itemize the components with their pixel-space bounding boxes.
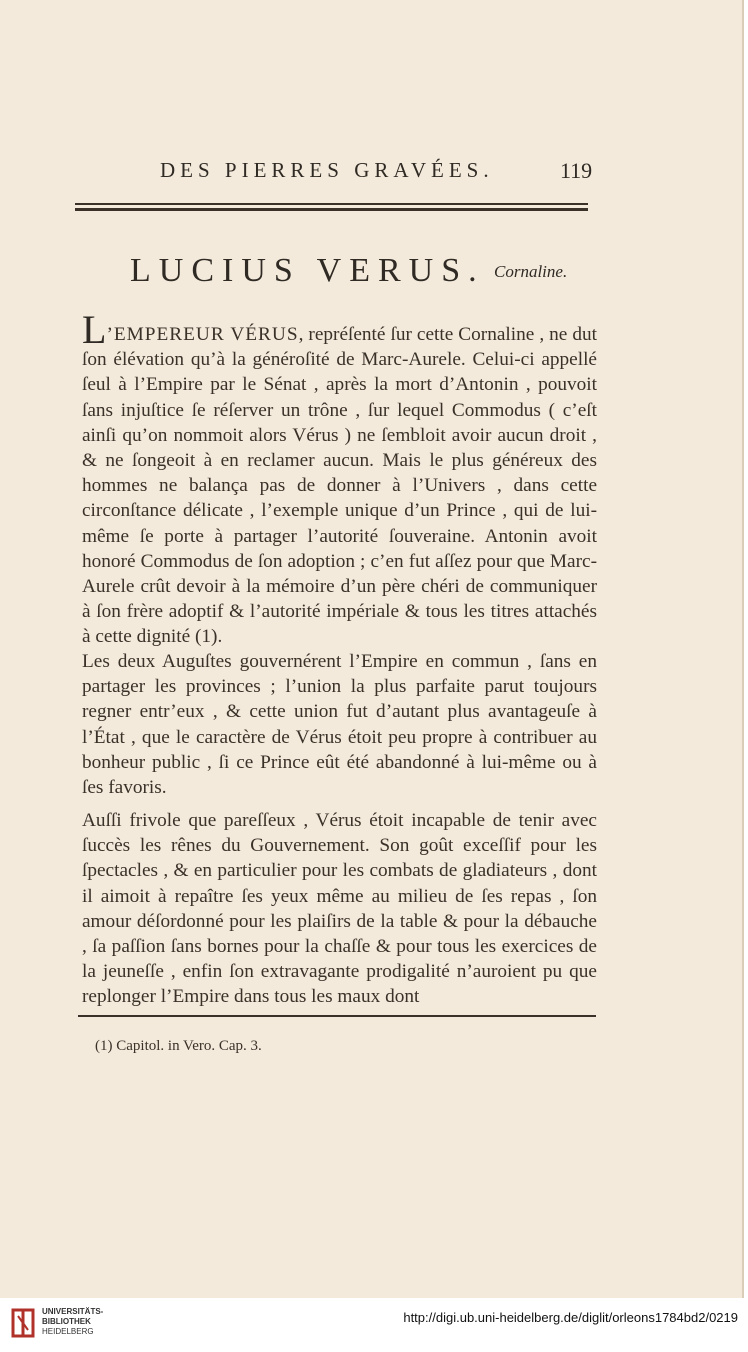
header-rule	[75, 203, 588, 211]
paragraph-1	[82, 307, 597, 650]
gem-material-note: Cornaline.	[494, 262, 568, 281]
drop-cap: L	[82, 307, 107, 352]
paragraph-lead: ’EMPEREUR VÉRUS	[106, 324, 299, 345]
paragraph-3: Auſſi frivole que pareſſeux , Vérus étoit incapable de tenir avec ſuccès les rênes du Gouvernement. Son goût exceſſif pour les ſpectacles , & en particulier pour les combats de gladiateurs , dont il aimoit à repaître ſes yeux même au milieu de ſes repas , ſon amour déſordonné pour les plaiſirs de la table & pour la débauche , ſa paſſion ſans bornes pour la chaſſe & pour tous les exercices de la jeuneſſe , enfin ſon extravagante prodigalité n’auroient pu que replonger l’Empire dans tous les maux dont	[82, 810, 597, 1008]
chapter-title: LUCIUS VERUS.	[130, 252, 485, 289]
footnote-rule	[78, 1015, 596, 1017]
logo-line-1: UNIVERSITÄTS-	[42, 1307, 104, 1316]
library-logo-icon[interactable]	[10, 1306, 36, 1340]
paragraph-1-text: , repréſenté ſur cette Cornaline , ne dut ſon élévation qu’à la généroſité de Marc-Aurele. Celui-ci appellé ſeul à l’Empire par le Sénat , après la mort d’Antonin , pouvoit ſans injuſtice ſe réſerver un trône , ſur lequel Commodus ( c’eſt ainſi qu’on nommoit alors Vérus ) ne ſembloit avoir aucun droit , & ne ſongeoit à en reclamer aucun. Mais le plus généreux des hommes ne balança pas de donner à l’Univers , dans cette circonſtance délicate , l’exemple unique d’un Prince , qui de lui-même ſe porte à partager l’autorité ſouveraine. Antonin avoit honoré Commodus de ſon adoption ; c’en fut aſſez pour que Marc-Aurele crût devoir à la mémoire d’un père chéri de communiquer à ſon frère adoptif & l’autorité impériale & tous les titres attachés à cette dignité (1).	[82, 324, 597, 648]
library-logo-text	[42, 1307, 103, 1337]
logo-line-2: BIBLIOTHEK	[42, 1317, 91, 1326]
logo-line-3: HEIDELBERG	[42, 1327, 94, 1336]
page-number: 119	[560, 158, 593, 183]
source-url-link[interactable]: http://digi.ub.uni-heidelberg.de/diglit/orleons1784bd2/0219	[403, 1310, 738, 1325]
running-head: DES PIERRES GRAVÉES.	[160, 158, 494, 182]
paragraph-2: Les deux Auguſtes gouvernérent l’Empire en commun , ſans en partager les provinces ; l’union la plus parfaite parut toujours regner entr’eux , & cette union fut d’autant plus avantageuſe à l’État , que le caractère de Vérus étoit peu propre à contribuer au bonheur public , ſi ce Prince eût été abandonné à lui-même ou à ſes favoris.	[82, 651, 597, 799]
footnote: (1) Capitol. in Vero. Cap. 3.	[95, 1038, 262, 1054]
footer-bar	[0, 1298, 748, 1352]
